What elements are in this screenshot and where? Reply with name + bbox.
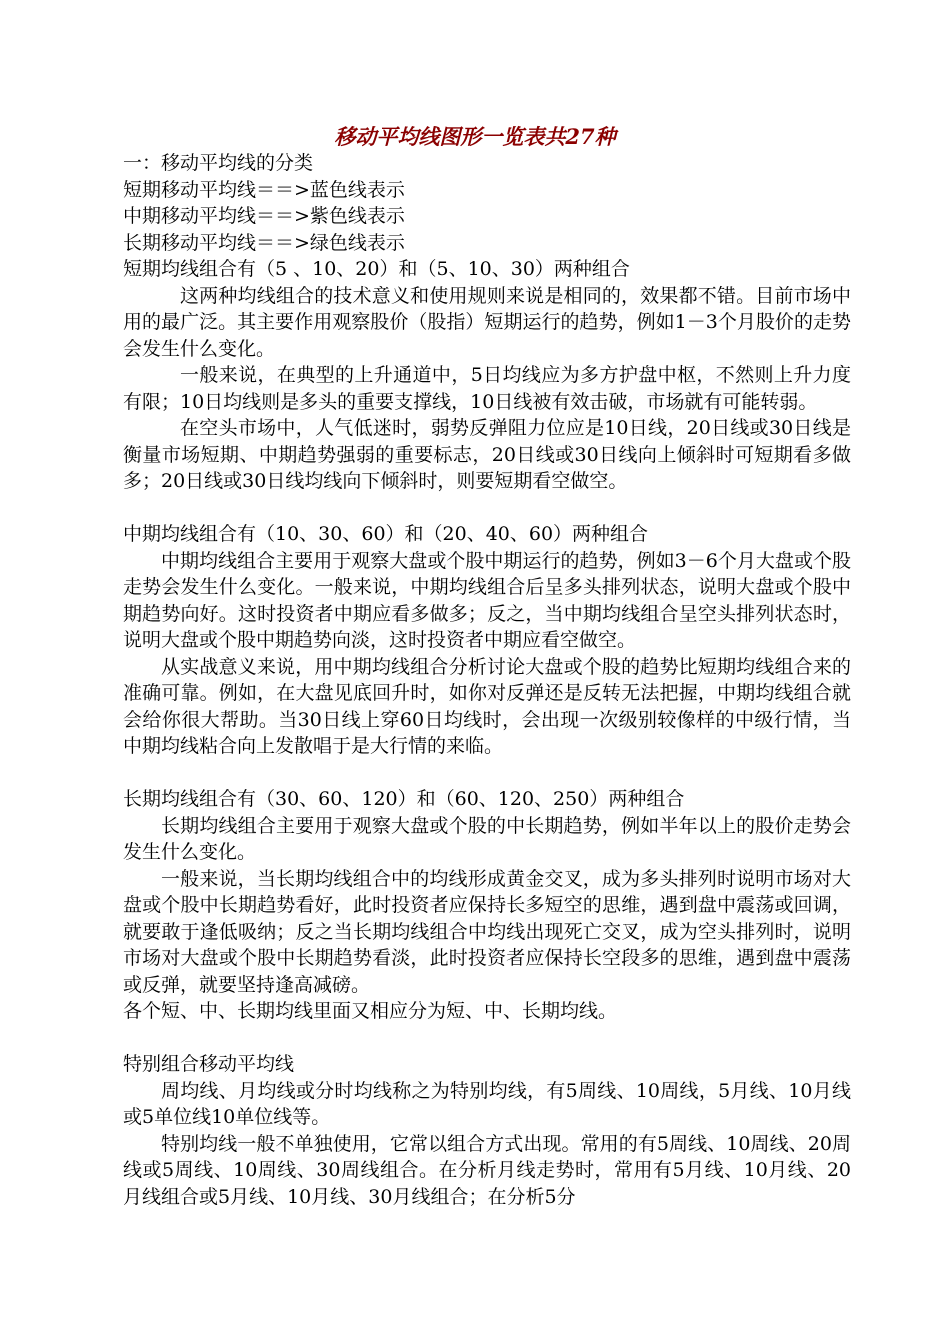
line-short-term-ma: 短期移动平均线＝＝>蓝色线表示 — [123, 178, 405, 201]
line-mid-term-ma: 中期移动平均线＝＝>紫色线表示 — [123, 205, 405, 227]
paragraph: 这两种均线组合的技术意义和使用规则来说是相同的，效果都不错。目前市场中用的最广泛。其主要作用观察股价（股指）短期运行的趋势，例如1－3个月股价的走势会发生什么变化。 — [123, 284, 851, 360]
document-title: 移动平均线图形一览表共27种 — [334, 124, 616, 149]
paragraph: 周均线、月均线或分时均线称之为特别均线，有5周线、10周线，5月线、10月线或5单位线10单位线等。 — [123, 1079, 851, 1128]
paragraph: 从实战意义来说，用中期均线组合分析讨论大盘或个股的趋势比短期均线组合来的准确可靠。例如，在大盘见底回升时，如你对反弹还是反转无法把握，中期均线组合就会给你很大帮助。当30日线上穿60日均线时，会出现一次级别较像样的中级行情，当中期均线粘合向上发散唱于是大行情的来临。 — [123, 655, 851, 757]
paragraph: 一般来说，在典型的上升通道中，5日均线应为多方护盘中枢，不然则上升力度有限；10日均线则是多头的重要支撑线，10日线被有效击破，市场就有可能转弱。 — [123, 364, 851, 413]
paragraph: 长期均线组合主要用于观察大盘或个股的中长期趋势，例如半年以上的股价走势会发生什么变化。 — [123, 814, 851, 863]
blank-line — [123, 760, 851, 787]
heading-mid-term-combo: 中期均线组合有（10、30、60）和（20、40、60）两种组合 — [123, 523, 649, 545]
blank-line — [123, 495, 851, 522]
paragraph: 中期均线组合主要用于观察大盘或个股中期运行的趋势，例如3－6个月大盘或个股走势会发生什么变化。一般来说，中期均线组合后呈多头排列状态，说明大盘或个股中期趋势向好。这时投资者中期应看多做多；反之，当中期均线组合呈空头排列状态时，说明大盘或个股中期趋势向淡，这时投资者中期应看空做空。 — [123, 549, 851, 651]
section-heading-classification: 一：移动平均线的分类 — [123, 152, 314, 174]
heading-short-term-combo: 短期均线组合有（5 、10、20）和（5、10、30）两种组合 — [123, 258, 630, 280]
document-body — [123, 150, 851, 1210]
paragraph: 一般来说，当长期均线组合中的均线形成黄金交叉，成为多头排列时说明市场对大盘或个股中长期趋势看好，此时投资者应保持长多短空的思维，遇到盘中震荡或回调，就要敢于逢低吸纳；反之当长期均线组合中均线出现死亡交叉，成为空头排列时，说明市场对大盘或个股中长期趋势看淡，此时投资者应保持长空段多的思维，遇到盘中震荡或反弹，就要坚持逢高减磅。 — [123, 867, 851, 996]
heading-long-term-combo: 长期均线组合有（30、60、120）和（60、120、250）两种组合 — [123, 788, 685, 810]
paragraph: 各个短、中、长期均线里面又相应分为短、中、长期均线。 — [123, 1000, 618, 1022]
line-long-term-ma: 长期移动平均线＝＝>绿色线表示 — [123, 231, 405, 254]
heading-special-combo: 特别组合移动平均线 — [123, 1053, 295, 1075]
blank-line — [123, 1025, 851, 1052]
paragraph: 特别均线一般不单独使用，它常以组合方式出现。常用的有5周线、10周线、20周线或5周线、10周线、30周线组合。在分析月线走势时，常用有5月线、10月线、20月线组合或5月线、10月线、30月线组合；在分析5分 — [123, 1132, 851, 1208]
paragraph: 在空头市场中，人气低迷时，弱势反弹阻力位应是10日线，20日线或30日线是衡量市场短期、中期趋势强弱的重要标志，20日线或30日线向上倾斜时可短期看多做多；20日线或30日线均线向下倾斜时，则要短期看空做空。 — [123, 417, 851, 492]
